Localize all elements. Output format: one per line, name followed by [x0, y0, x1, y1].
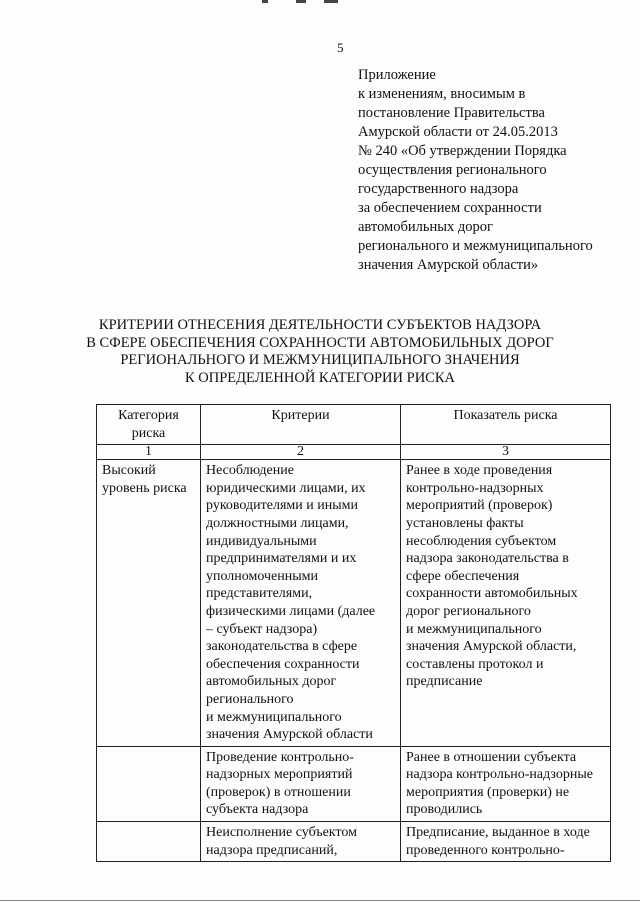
title-line: К ОПРЕДЕЛЕННОЙ КАТЕГОРИИ РИСКА — [185, 369, 455, 386]
appendix-line: регионального и межмуниципального — [358, 238, 593, 254]
criteria-cell: Неисполнение субъектом надзора предписаний, — [201, 822, 401, 862]
column-number: 2 — [201, 445, 401, 460]
appendix-line: значения Амурской области» — [358, 257, 539, 273]
title-line: В СФЕРЕ ОБЕСПЕЧЕНИЯ СОХРАННОСТИ АВТОМОБИЛЬНЫХ ДОРОГ — [86, 334, 554, 351]
title-line: КРИТЕРИИ ОТНЕСЕНИЯ ДЕЯТЕЛЬНОСТИ СУБЪЕКТОВ НАДЗОРА — [98, 317, 542, 333]
page-number: 5 — [337, 40, 344, 55]
appendix-line: государственного надзора — [358, 181, 519, 197]
appendix-line: за обеспечением сохранности — [358, 200, 542, 216]
appendix-line: Амурской области от 24.05.2013 — [358, 124, 558, 140]
appendix-line: осуществления регионального — [358, 162, 547, 178]
document-title — [70, 317, 570, 387]
page-edge-line — [0, 900, 640, 901]
column-number: 1 — [97, 445, 201, 460]
appendix-line: Приложение — [358, 67, 436, 83]
criteria-cell: Проведение контрольно- надзорных мероприятий (проверок) в отношении субъекта надзора — [201, 746, 401, 821]
header-category: Категория риска — [97, 405, 201, 445]
indicator-cell: Ранее в ходе проведения контрольно-надзорных мероприятий (проверок) установлены факты несоблюдения субъектом надзора законодательства в сфере обеспечения сохранности автомобильных дорог регионального и межмуниципального значения Амурской области, составлены протокол и предписание — [401, 460, 611, 747]
indicator-cell: Ранее в отношении субъекта надзора контрольно-надзорные мероприятия (проверки) не проводились — [401, 746, 611, 821]
column-number: 3 — [401, 445, 611, 460]
table-row — [97, 822, 611, 862]
criteria-cell: Несоблюдение юридическими лицами, их руководителями и иными должностными лицами, индивидуальными предпринимателями и их уполномоченными представителями, физическими лицами (далее – субъект надзора) законодательства в сфере обеспечения сохранности автомобильных дорог регионального и межмуниципального значения Амурской области — [201, 460, 401, 747]
risk-criteria-table — [96, 404, 611, 862]
category-cell-continued — [97, 822, 201, 862]
appendix-line: к изменениям, вносимым в — [358, 86, 526, 102]
table-row — [97, 460, 611, 747]
title-line: РЕГИОНАЛЬНОГО И МЕЖМУНИЦИПАЛЬНОГО ЗНАЧЕНИЯ — [120, 352, 520, 368]
table-header-row — [97, 405, 611, 445]
header-indicator: Показатель риска — [401, 405, 611, 445]
category-cell: Высокий уровень риска — [97, 460, 201, 747]
appendix-note — [358, 66, 628, 275]
appendix-line: автомобильных дорог — [358, 219, 493, 235]
column-number-row — [97, 445, 611, 460]
category-cell-continued — [97, 746, 201, 821]
indicator-cell: Предписание, выданное в ходе проведенного контрольно- — [401, 822, 611, 862]
appendix-line: № 240 «Об утверждении Порядка — [358, 143, 567, 159]
header-criteria: Критерии — [201, 405, 401, 445]
scan-marks — [262, 0, 342, 6]
table-row — [97, 746, 611, 821]
appendix-line: постановление Правительства — [358, 105, 545, 121]
